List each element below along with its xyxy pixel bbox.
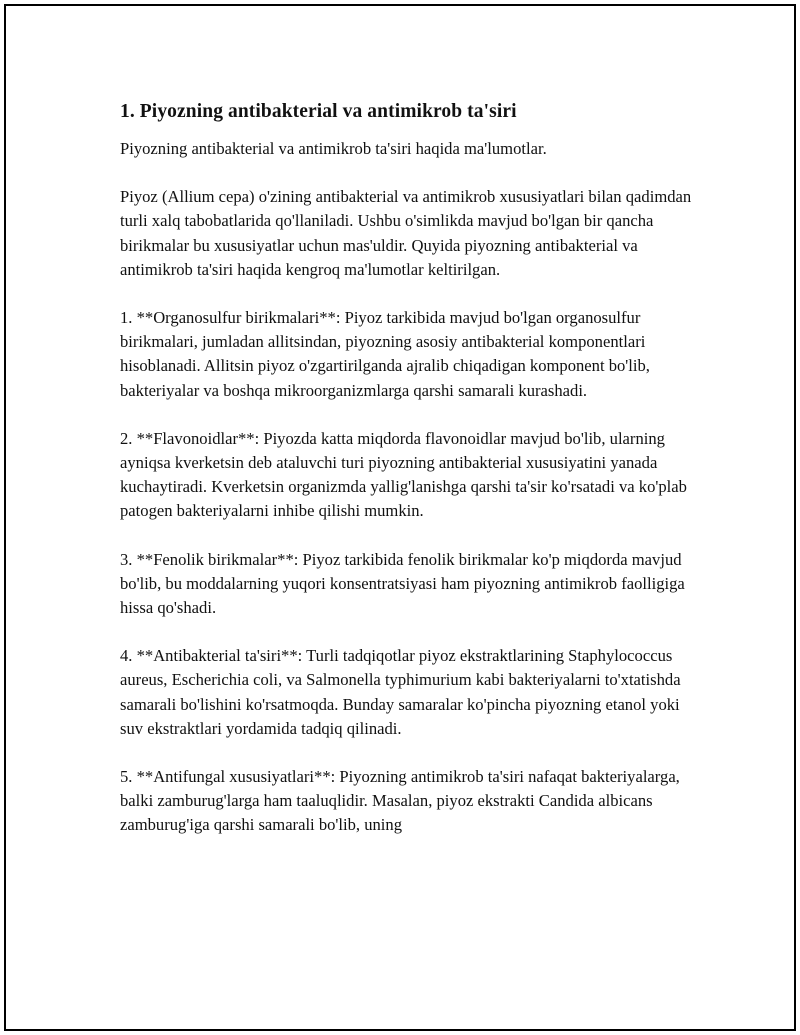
antifungal-paragraph: 5. **Antifungal xususiyatlari**: Piyozning antimikrob ta'siri nafaqat bakteriyalarga, balki zamburug'larga ham taaluqlidir. Masalan, piyoz ekstrakti Candida albicans zamburug'iga qarshi samarali bo'lib, uning <box>120 767 680 835</box>
document-page <box>4 4 796 1031</box>
intro-paragraph: Piyozning antibakterial va antimikrob ta'siri haqida ma'lumotlar. <box>120 139 547 158</box>
flavonoids-paragraph: 2. **Flavonoidlar**: Piyozda katta miqdorda flavonoidlar mavjud bo'lib, ularning ayniqsa kverketsin deb ataluvchi turi piyozning antibakterial xususiyatini yanada kuchaytiradi. Kverketsin organizmda yallig'lanishga qarshi ta'sir ko'rsatadi va ko'plab patogen bakteriyalarni inhibe qilishi mumkin. <box>120 428 687 521</box>
antibacterial-paragraph: 4. **Antibakterial ta'siri**: Turli tadqiqotlar piyoz ekstraktlarining Staphylococcus aureus, Escherichia coli, va Salmonella typhimurium kabi bakteriyalarni to'xtatishda samarali bo'lishini ko'rsatmoqda. Bunday samaralar ko'pincha piyozning etanol yoki suv ekstraktlari yordamida tadqiq qilinadi. <box>120 646 681 738</box>
organosulfur-paragraph: 1. **Organosulfur birikmalari**: Piyoz tarkibida mavjud bo'lgan organosulfur birikmalari, jumladan allitsindan, piyozning asosiy antibakterial komponentlari hisoblanadi. Allitsin piyoz o'zgartirilganda ajralib chiqadigan komponent bo'lib, bakteriyalar va boshqa mikroorganizmlarga qarshi samarali kurashadi. <box>120 308 650 400</box>
document-title: 1. Piyozning antibakterial va antimikrob ta'siri <box>120 101 517 122</box>
phenolic-paragraph: 3. **Fenolik birikmalar**: Piyoz tarkibida fenolik birikmalar ko'p miqdorda mavjud bo'lib, bu moddalarning yuqori konsentratsiyasi ham piyozning antimikrob faolligiga hissa qo'shadi. <box>120 549 685 618</box>
overview-paragraph: Piyoz (Allium cepa) o'zining antibakterial va antimikrob xususiyatlari bilan qadimdan turli xalq tabobatlarida qo'llaniladi. Ushbu o'simlikda mavjud bo'lgan bir qancha birikmalar bu xususiyatlar uchun mas'uldir. Quyida piyozning antibakterial va antimikrob ta'siri haqida kengroq ma'lumotlar keltirilgan. <box>120 187 692 279</box>
document-body <box>120 98 692 862</box>
